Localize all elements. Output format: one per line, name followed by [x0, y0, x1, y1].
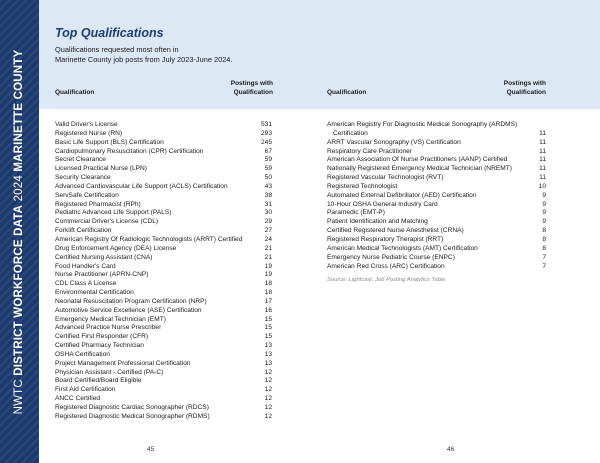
table-row: [55, 360, 272, 369]
postings-count: 59: [264, 165, 272, 173]
table-row: [327, 254, 546, 263]
postings-count: 21: [264, 244, 272, 252]
table-row: [327, 201, 546, 210]
qualification-name: 10-Hour OSHA General Industry Card: [327, 200, 438, 208]
postings-count: 27: [264, 227, 272, 235]
qualification-name: American Registry For Diagnostic Medical Sonography (ARDMS): [327, 121, 518, 128]
table-row: [55, 174, 272, 183]
qualification-name: Drug Enforcement Agency (DEA) License: [55, 244, 177, 252]
table-row: [327, 192, 546, 201]
left-col-header-postings: [215, 80, 273, 97]
postings-count: 11: [539, 156, 546, 164]
postings-count: 13: [264, 342, 272, 350]
table-row: [327, 218, 546, 227]
table-row: [55, 192, 272, 201]
left-qualification-list: [55, 121, 272, 422]
table-row: [55, 395, 272, 404]
qualification-name: Advanced Cardiovascular Life Support (ACLS) Certification: [55, 182, 228, 190]
qualification-name: Automated External Defibrillator (AED) Certification: [327, 191, 477, 199]
table-row: [55, 254, 272, 263]
table-row: [327, 174, 546, 183]
qualification-name: Advanced Practice Nurse Prescriber: [55, 324, 162, 332]
postings-count: 21: [264, 253, 272, 261]
qualification-name: Neonatal Resuscitation Program Certification (NRP): [55, 297, 207, 305]
qualification-name: CDL Class A License: [55, 280, 117, 288]
qualification-name: Valid Driver's License: [55, 121, 118, 128]
qualification-name: Basic Life Support (BLS) Certification: [55, 138, 164, 146]
table-row: [55, 377, 272, 386]
postings-count: 9: [542, 209, 546, 217]
left-postings-line-1: Postings with: [230, 80, 273, 87]
table-row: [55, 139, 272, 148]
qualification-name: Certified Pharmacy Technician: [55, 342, 144, 350]
table-row: [327, 121, 546, 130]
qualification-name: Secret Clearance: [55, 156, 106, 164]
postings-count: 245: [260, 138, 272, 146]
table-row: [55, 209, 272, 218]
table-row: [55, 156, 272, 165]
sidebar-county: MARINETTE COUNTY: [13, 49, 25, 172]
postings-count: 8: [542, 235, 546, 243]
qualification-name: ANCC Certified: [55, 395, 101, 403]
sidebar-title: [13, 50, 25, 415]
qualification-name: Board Certified/Board Eligible: [55, 377, 142, 385]
postings-count: 12: [264, 386, 272, 394]
postings-count: 15: [264, 324, 272, 332]
qualification-name: Physician Assistant - Certified (PA-C): [55, 368, 164, 376]
table-row: [55, 130, 272, 139]
postings-count: 293: [260, 129, 272, 137]
qualification-name: Registered Technologist: [327, 182, 398, 190]
qualification-name: Certified First Responder (CFR): [55, 333, 149, 341]
postings-count: 30: [264, 209, 272, 217]
qualification-name: Respiratory Care Practitioner: [327, 147, 413, 155]
qualification-name: First Aid Certification: [55, 386, 116, 394]
right-rows: [327, 121, 546, 271]
postings-count: 11: [539, 174, 546, 182]
sidebar-banner: [0, 0, 39, 463]
postings-count: 43: [264, 182, 272, 190]
sidebar-org: NWTC: [13, 375, 25, 415]
postings-count: 15: [264, 315, 272, 323]
qualification-name: Environmental Certification: [55, 289, 134, 297]
table-row: [327, 165, 546, 174]
qualification-name: Registered Nurse (RN): [55, 129, 123, 137]
page-subtitle: [55, 45, 315, 65]
table-row: [55, 316, 272, 325]
qualification-name: ARRT Vascular Sonography (VS) Certification: [327, 138, 461, 146]
qualification-name: Project Management Professional Certification: [55, 359, 191, 367]
table-row: [327, 227, 546, 236]
table-row: [55, 271, 272, 280]
postings-count: 11: [539, 138, 546, 146]
postings-count: 11: [539, 129, 546, 137]
qualification-name: Nationally Registered Emergency Medical Technician (NREMT): [327, 165, 512, 173]
postings-count: 18: [264, 280, 272, 288]
right-postings-line-2: Qualification: [506, 88, 546, 96]
table-row: [327, 245, 546, 254]
qualification-name: Registered Diagnostic Medical Sonographer (RDMS): [55, 412, 210, 420]
qualification-name: Registered Respiratory Therapist (RRT): [327, 235, 444, 243]
qualification-name: Emergency Medical Technician (EMT): [55, 315, 166, 323]
page-number-right: 46: [447, 446, 455, 453]
qualification-name: Automotive Service Excellence (ASE) Certification: [55, 306, 202, 314]
table-row: [55, 333, 272, 342]
postings-count: 19: [264, 271, 272, 279]
postings-count: 13: [264, 350, 272, 358]
postings-count: 8: [542, 244, 546, 252]
postings-count: 8: [542, 227, 546, 235]
postings-count: 24: [264, 235, 272, 243]
qualification-name: Pediatric Advanced Life Support (PALS): [55, 209, 172, 217]
table-row: [55, 263, 272, 272]
postings-count: 15: [264, 333, 272, 341]
qualification-name: American Medical Technologists (AMT) Certification: [327, 244, 478, 252]
table-row: [55, 342, 272, 351]
qualification-name: Certification: [333, 129, 368, 137]
table-row: [55, 289, 272, 298]
postings-count: 50: [264, 174, 272, 182]
postings-count: 59: [264, 156, 272, 164]
qualification-name: Certified Nursing Assistant (CNA): [55, 253, 153, 261]
postings-count: 17: [264, 297, 272, 305]
qualification-name: Patient Identification and Matching: [327, 218, 428, 226]
postings-count: 12: [264, 368, 272, 376]
sidebar-report-name: DISTRICT WORKFORCE DATA: [13, 204, 25, 376]
postings-count: 7: [542, 253, 546, 261]
postings-count: 11: [539, 165, 546, 173]
postings-count: 9: [542, 200, 546, 208]
table-row: [55, 121, 272, 130]
table-row: [55, 148, 272, 157]
qualification-name: American Association Of Nurse Practitioners (AANP) Certified: [327, 156, 508, 164]
source-note: Source: Lightcast, Job Posting Analytics Table: [327, 277, 446, 284]
postings-count: 531: [260, 121, 272, 128]
postings-count: 12: [264, 404, 272, 411]
table-row: [327, 236, 546, 245]
qualification-name: Security Clearance: [55, 174, 111, 182]
qualification-name: OSHA Certification: [55, 350, 110, 358]
qualification-name: Forklift Certification: [55, 227, 112, 235]
postings-count: 16: [264, 306, 272, 314]
postings-count: 67: [264, 147, 272, 155]
qualification-name: Registered Pharmacist (RPh): [55, 200, 141, 208]
table-row: [55, 298, 272, 307]
postings-count: 9: [542, 218, 546, 226]
table-row: [55, 369, 272, 378]
postings-count: 31: [264, 200, 272, 208]
page-number-left: 45: [147, 446, 155, 453]
qualification-name: American Registry Of Radiologic Technologists (ARRT) Certified: [55, 235, 243, 243]
postings-count: 12: [264, 412, 272, 420]
postings-count: 12: [264, 395, 272, 403]
table-row: [55, 386, 272, 395]
table-row: [55, 307, 272, 316]
right-qualification-list: [327, 121, 546, 283]
postings-count: 10: [538, 182, 546, 190]
table-row: [55, 280, 272, 289]
right-col-header-postings: [488, 80, 546, 97]
qualification-name: Commercial Driver's License (CDL): [55, 218, 159, 226]
table-row: [55, 227, 272, 236]
qualification-name: Emergency Nurse Pediatric Course (ENPC): [327, 253, 455, 261]
table-row: [327, 139, 546, 148]
table-row: [327, 263, 546, 272]
table-row: [327, 183, 546, 192]
left-col-header-qualification: Qualification: [55, 89, 95, 96]
table-row: [55, 324, 272, 333]
qualification-name: Paramedic (EMT-P): [327, 209, 385, 217]
table-row: [55, 165, 272, 174]
qualification-name: American Red Cross (ARC) Certification: [327, 262, 445, 270]
postings-count: 18: [264, 289, 272, 297]
sidebar-year: 2024: [13, 171, 25, 205]
right-postings-line-1: Postings with: [503, 80, 546, 87]
subtitle-line-1: Qualifications requested most often in: [55, 45, 179, 54]
table-row: [55, 351, 272, 360]
qualification-name: Registered Diagnostic Cardiac Sonographer (RDCS): [55, 404, 209, 411]
qualification-name: Nurse Practitioner (APRN-CNP): [55, 271, 149, 279]
postings-count: 7: [542, 262, 546, 270]
table-row: [327, 130, 546, 139]
postings-count: 38: [264, 191, 272, 199]
table-row: [55, 413, 272, 422]
postings-count: 11: [539, 147, 546, 155]
table-row: [327, 209, 546, 218]
postings-count: [530, 121, 546, 130]
right-col-header-qualification: Qualification: [327, 89, 367, 96]
postings-count: 9: [542, 191, 546, 199]
table-row: [327, 148, 546, 157]
page-title: Top Qualifications: [55, 26, 164, 40]
postings-count: 29: [264, 218, 272, 226]
qualification-name: Registered Vascular Technologist (RVT): [327, 174, 444, 182]
qualification-name: Certified Registered Nurse Anesthetist (CRNA): [327, 227, 464, 235]
qualification-name: Cardiopulmonary Resuscitation (CPR) Certification: [55, 147, 204, 155]
postings-count: 13: [264, 359, 272, 367]
table-row: [55, 218, 272, 227]
table-row: [327, 156, 546, 165]
subtitle-line-2: Marinette County job posts from July 2023-June 2024.: [55, 55, 233, 64]
postings-count: 19: [264, 262, 272, 270]
table-row: [55, 201, 272, 210]
postings-count: 12: [264, 377, 272, 385]
table-row: [55, 245, 272, 254]
qualification-name: ServSafe Certification: [55, 191, 119, 199]
left-postings-line-2: Qualification: [233, 88, 273, 96]
qualification-name: Food Handler's Card: [55, 262, 116, 270]
table-row: [55, 404, 272, 413]
qualification-name: Licensed Practical Nurse (LPN): [55, 165, 147, 173]
table-row: [55, 236, 272, 245]
table-row: [55, 183, 272, 192]
